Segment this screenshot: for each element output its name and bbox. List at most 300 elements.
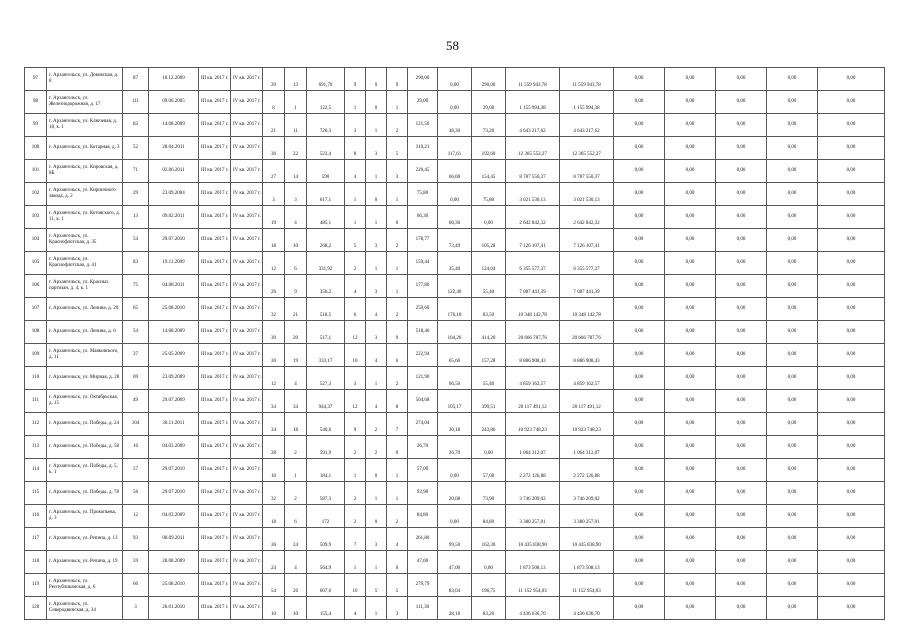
date-cell: 04.03.2009	[149, 505, 199, 528]
private-area-cell: 55,40	[472, 275, 506, 298]
area-cell: 122,5	[307, 91, 345, 114]
cost-total-cell: 4 859 162,57	[506, 367, 560, 390]
fund-local-cell: 0,00	[665, 551, 716, 574]
fund-local-cell: 0,00	[665, 91, 716, 114]
rooms-private-cell: 7	[387, 413, 408, 436]
private-area-cell: 192,60	[472, 137, 506, 160]
start-quarter-cell: III кв. 2017 г.	[199, 68, 231, 91]
address-cell: г. Архангельск, ул. Железнодорожная, д. 17	[47, 91, 123, 114]
cost-fund-cell: 8 886 908,43	[560, 344, 614, 367]
fund-other-cell: 0,00	[716, 459, 767, 482]
municipal-area-cell: 28,10	[438, 597, 472, 620]
date-cell: 25.08.2010	[149, 298, 199, 321]
end-quarter-cell: IV кв. 2017 г.	[231, 160, 263, 183]
cost-fund-cell: 1 873 508,13	[560, 551, 614, 574]
address-cell: г. Архангельск, ул. Республиканская, д. 6	[47, 574, 123, 597]
fund-local-cell: 0,00	[665, 275, 716, 298]
rooms-total-cell: 1	[345, 551, 366, 574]
fund-extra-cell: 0,00	[767, 551, 818, 574]
municipal-area-cell: 47,00	[438, 551, 472, 574]
residents-to-relocate-cell: 1	[285, 91, 307, 114]
fund-final-cell: 0,00	[818, 252, 885, 275]
fund-final-cell: 0,00	[818, 206, 885, 229]
end-quarter-cell: IV кв. 2017 г.	[231, 597, 263, 620]
end-quarter-cell: IV кв. 2017 г.	[231, 482, 263, 505]
start-quarter-cell: III кв. 2017 г.	[199, 206, 231, 229]
building-number-cell: 3	[123, 597, 149, 620]
cost-total-cell: 20 117 491,12	[506, 390, 560, 413]
date-cell: 08.09.2011	[149, 528, 199, 551]
rooms-total-cell: 4	[345, 160, 366, 183]
private-area-cell: 0,00	[472, 206, 506, 229]
private-area-cell: 154,45	[472, 160, 506, 183]
fund-final-cell: 0,00	[818, 413, 885, 436]
rooms-municipal-cell: 1	[366, 206, 387, 229]
cost-total-cell: 3 746 209,02	[506, 482, 560, 505]
municipal-area-cell: 66,50	[438, 367, 472, 390]
building-number-cell: 57	[123, 459, 149, 482]
municipal-area-cell: 0,00	[438, 183, 472, 206]
fund-extra-cell: 0,00	[767, 229, 818, 252]
residents-cell: 36	[263, 137, 285, 160]
rooms-municipal-cell: 0	[366, 183, 387, 206]
rooms-total-cell: 2	[345, 505, 366, 528]
building-number-cell: 54	[123, 229, 149, 252]
cost-fund-cell: 2 642 842,32	[560, 206, 614, 229]
cost-fund-cell: 4 436 636,70	[560, 597, 614, 620]
building-number-cell: 59	[123, 551, 149, 574]
table-row	[25, 321, 885, 344]
residents-to-relocate-cell: 3	[285, 183, 307, 206]
area-cell: 564,9	[307, 551, 345, 574]
relocation-area-cell: 111,30	[408, 597, 438, 620]
table-row	[25, 367, 885, 390]
rooms-total-cell: 1	[345, 183, 366, 206]
address-cell: г. Архангельск, ул. Кировская, д. 8Б	[47, 160, 123, 183]
private-area-cell: 84,80	[472, 505, 506, 528]
area-cell: 509,9	[307, 528, 345, 551]
residents-to-relocate-cell: 14	[285, 160, 307, 183]
rownum-cell: 115	[25, 482, 47, 505]
fund-local-cell: 0,00	[665, 68, 716, 91]
fund-other-cell: 0,00	[716, 68, 767, 91]
address-cell: г. Архангельск, ул. Ленина, д. 20	[47, 298, 123, 321]
rooms-private-cell: 2	[387, 505, 408, 528]
residents-to-relocate-cell: 6	[285, 505, 307, 528]
residents-to-relocate-cell: 13	[285, 68, 307, 91]
fund-regional-cell: 0,00	[614, 459, 665, 482]
fund-regional-cell: 0,00	[614, 528, 665, 551]
cost-total-cell: 12 365 552,27	[506, 137, 560, 160]
end-quarter-cell: IV кв. 2017 г.	[231, 229, 263, 252]
residents-cell: 36	[263, 528, 285, 551]
building-number-cell: 71	[123, 160, 149, 183]
residents-cell: 21	[263, 114, 285, 137]
address-cell: г. Архангельск, ул. Ключевая, д. 18, к. 1	[47, 114, 123, 137]
relocation-area-cell: 66,30	[408, 206, 438, 229]
building-number-cell: 104	[123, 413, 149, 436]
start-quarter-cell: III кв. 2017 г.	[199, 528, 231, 551]
fund-local-cell: 0,00	[665, 528, 716, 551]
fund-local-cell: 0,00	[665, 574, 716, 597]
residents-to-relocate-cell: 6	[285, 252, 307, 275]
fund-final-cell: 0,00	[818, 367, 885, 390]
table-row	[25, 551, 885, 574]
fund-regional-cell: 0,00	[614, 344, 665, 367]
fund-final-cell: 0,00	[818, 160, 885, 183]
cost-fund-cell: 10 348 142,78	[560, 298, 614, 321]
building-number-cell: 69	[123, 367, 149, 390]
area-cell: 607,6	[307, 574, 345, 597]
private-area-cell: 157,28	[472, 344, 506, 367]
area-cell: 268,2	[307, 229, 345, 252]
rooms-municipal-cell: 1	[366, 252, 387, 275]
rooms-total-cell: 1	[345, 91, 366, 114]
building-number-cell: 111	[123, 91, 149, 114]
table-row	[25, 344, 885, 367]
fund-final-cell: 0,00	[818, 551, 885, 574]
table-body	[25, 68, 885, 620]
address-cell: г. Архангельск, ул. Котовского, д. 11, к. 1	[47, 206, 123, 229]
rooms-private-cell: 1	[387, 183, 408, 206]
fund-local-cell: 0,00	[665, 252, 716, 275]
fund-final-cell: 0,00	[818, 459, 885, 482]
building-number-cell: 75	[123, 275, 149, 298]
start-quarter-cell: III кв. 2017 г.	[199, 252, 231, 275]
fund-final-cell: 0,00	[818, 390, 885, 413]
rooms-total-cell: 9	[345, 413, 366, 436]
table-row	[25, 206, 885, 229]
rooms-municipal-cell: 1	[366, 551, 387, 574]
rownum-cell: 104	[25, 229, 47, 252]
rooms-municipal-cell: 3	[366, 321, 387, 344]
relocation-area-cell: 75,80	[408, 183, 438, 206]
cost-total-cell: 10 923 748,23	[506, 413, 560, 436]
fund-regional-cell: 0,00	[614, 574, 665, 597]
fund-final-cell: 0,00	[818, 482, 885, 505]
end-quarter-cell: IV кв. 2017 г.	[231, 528, 263, 551]
area-cell: 485,1	[307, 206, 345, 229]
fund-extra-cell: 0,00	[767, 252, 818, 275]
rooms-municipal-cell: 0	[366, 459, 387, 482]
fund-final-cell: 0,00	[818, 229, 885, 252]
end-quarter-cell: IV кв. 2017 г.	[231, 68, 263, 91]
rooms-total-cell: 4	[345, 597, 366, 620]
rownum-cell: 120	[25, 597, 47, 620]
end-quarter-cell: IV кв. 2017 г.	[231, 436, 263, 459]
end-quarter-cell: IV кв. 2017 г.	[231, 206, 263, 229]
rooms-total-cell: 3	[345, 114, 366, 137]
fund-regional-cell: 0,00	[614, 275, 665, 298]
rooms-total-cell: 2	[345, 436, 366, 459]
area-cell: 590	[307, 160, 345, 183]
fund-extra-cell: 0,00	[767, 298, 818, 321]
private-area-cell: 73,90	[472, 482, 506, 505]
rooms-municipal-cell: 2	[366, 413, 387, 436]
relocation-area-cell: 220,45	[408, 160, 438, 183]
relocation-area-cell: 177,80	[408, 275, 438, 298]
fund-other-cell: 0,00	[716, 551, 767, 574]
residents-cell: 12	[263, 367, 285, 390]
cost-fund-cell: 1 155 994,38	[560, 91, 614, 114]
table-row	[25, 114, 885, 137]
residents-to-relocate-cell: 34	[285, 390, 307, 413]
fund-other-cell: 0,00	[716, 275, 767, 298]
address-cell: г. Архангельск, ул. Краснофлотская, д. 41	[47, 252, 123, 275]
rownum-cell: 102	[25, 183, 47, 206]
cost-total-cell: 2 272 126,88	[506, 459, 560, 482]
rooms-private-cell: 0	[387, 206, 408, 229]
rooms-municipal-cell: 4	[366, 344, 387, 367]
building-number-cell: 83	[123, 252, 149, 275]
date-cell: 09.02.2011	[149, 206, 199, 229]
fund-regional-cell: 0,00	[614, 229, 665, 252]
residents-cell: 32	[263, 482, 285, 505]
residents-to-relocate-cell: 26	[285, 574, 307, 597]
fund-final-cell: 0,00	[818, 344, 885, 367]
area-cell: 517,1	[307, 321, 345, 344]
date-cell: 04.03.2009	[149, 436, 199, 459]
cost-fund-cell: 1 064 312,07	[560, 436, 614, 459]
relocation-area-cell: 279,79	[408, 574, 438, 597]
cost-fund-cell: 6 355 577,37	[560, 252, 614, 275]
fund-other-cell: 0,00	[716, 597, 767, 620]
fund-extra-cell: 0,00	[767, 321, 818, 344]
fund-other-cell: 0,00	[716, 344, 767, 367]
private-area-cell: 83,20	[472, 597, 506, 620]
rownum-cell: 112	[25, 413, 47, 436]
municipal-area-cell: 66,00	[438, 160, 472, 183]
fund-local-cell: 0,00	[665, 206, 716, 229]
rooms-municipal-cell: 0	[366, 505, 387, 528]
cost-fund-cell: 7 126 107,41	[560, 229, 614, 252]
date-cell: 25.08.2010	[149, 574, 199, 597]
cost-total-cell: 1 155 994,38	[506, 91, 560, 114]
cost-total-cell: 4 436 636,70	[506, 597, 560, 620]
fund-final-cell: 0,00	[818, 321, 885, 344]
cost-fund-cell: 3 746 209,02	[560, 482, 614, 505]
rownum-cell: 119	[25, 574, 47, 597]
fund-regional-cell: 0,00	[614, 137, 665, 160]
table-row	[25, 482, 885, 505]
date-cell: 29.07.2009	[149, 390, 199, 413]
relocation-area-cell: 57,00	[408, 459, 438, 482]
residents-cell: 34	[263, 390, 285, 413]
cost-fund-cell: 10 923 748,23	[560, 413, 614, 436]
relocation-area-cell: 93,98	[408, 482, 438, 505]
date-cell: 02.06.2011	[149, 160, 199, 183]
rownum-cell: 105	[25, 252, 47, 275]
end-quarter-cell: IV кв. 2017 г.	[231, 252, 263, 275]
fund-extra-cell: 0,00	[767, 183, 818, 206]
end-quarter-cell: IV кв. 2017 г.	[231, 390, 263, 413]
fund-other-cell: 0,00	[716, 390, 767, 413]
end-quarter-cell: IV кв. 2017 г.	[231, 459, 263, 482]
fund-extra-cell: 0,00	[767, 275, 818, 298]
rooms-private-cell: 5	[387, 574, 408, 597]
rooms-private-cell: 4	[387, 528, 408, 551]
cost-total-cell: 7 126 107,41	[506, 229, 560, 252]
residents-cell: 28	[263, 436, 285, 459]
fund-other-cell: 0,00	[716, 160, 767, 183]
municipal-area-cell: 48,30	[438, 114, 472, 137]
address-cell: г. Архангельск, ул. Доковская, д. 8	[47, 68, 123, 91]
private-area-cell: 29,00	[472, 91, 506, 114]
residents-cell: 10	[263, 459, 285, 482]
address-cell: г. Архангельск, ул. Победы, д. 78	[47, 482, 123, 505]
fund-local-cell: 0,00	[665, 344, 716, 367]
table-row	[25, 505, 885, 528]
area-cell: 617,1	[307, 183, 345, 206]
end-quarter-cell: IV кв. 2017 г.	[231, 321, 263, 344]
table-row	[25, 91, 885, 114]
rooms-municipal-cell: 1	[366, 367, 387, 390]
start-quarter-cell: III кв. 2017 г.	[199, 321, 231, 344]
rooms-municipal-cell: 0	[366, 91, 387, 114]
cost-fund-cell: 8 787 550,37	[560, 160, 614, 183]
start-quarter-cell: III кв. 2017 г.	[199, 114, 231, 137]
building-number-cell: 16	[123, 436, 149, 459]
rooms-private-cell: 1	[387, 275, 408, 298]
rownum-cell: 108	[25, 321, 47, 344]
start-quarter-cell: III кв. 2017 г.	[199, 574, 231, 597]
rooms-total-cell: 6	[345, 298, 366, 321]
fund-other-cell: 0,00	[716, 137, 767, 160]
municipal-area-cell: 0,00	[438, 68, 472, 91]
area-cell: 587,3	[307, 482, 345, 505]
fund-regional-cell: 0,00	[614, 505, 665, 528]
relocation-area-cell: 26,70	[408, 436, 438, 459]
fund-extra-cell: 0,00	[767, 505, 818, 528]
rownum-cell: 109	[25, 344, 47, 367]
residents-to-relocate-cell: 2	[285, 436, 307, 459]
residents-cell: 8	[263, 91, 285, 114]
fund-local-cell: 0,00	[665, 413, 716, 436]
fund-local-cell: 0,00	[665, 459, 716, 482]
private-area-cell: 124,04	[472, 252, 506, 275]
cost-fund-cell: 11 559 943,78	[560, 68, 614, 91]
rooms-municipal-cell: 5	[366, 574, 387, 597]
relocation-area-cell: 504,68	[408, 390, 438, 413]
rooms-total-cell: 7	[345, 528, 366, 551]
date-cell: 23.09.2004	[149, 183, 199, 206]
address-cell: г. Архангельск, ул. Красных партизан, д. 4, к. 1	[47, 275, 123, 298]
address-cell: г. Архангельск, ул. Октябрьская, д. 15	[47, 390, 123, 413]
residents-to-relocate-cell: 2	[285, 482, 307, 505]
start-quarter-cell: III кв. 2017 г.	[199, 505, 231, 528]
fund-other-cell: 0,00	[716, 206, 767, 229]
address-cell: г. Архангельск, ул. Победы, д. 24	[47, 413, 123, 436]
rownum-cell: 116	[25, 505, 47, 528]
fund-regional-cell: 0,00	[614, 597, 665, 620]
private-area-cell: 414,20	[472, 321, 506, 344]
date-cell: 29.07.2010	[149, 482, 199, 505]
address-cell: г. Архангельск, ул. Краснофлотская, д. 35	[47, 229, 123, 252]
relocation-area-cell: 178,77	[408, 229, 438, 252]
relocation-area-cell: 259,60	[408, 298, 438, 321]
municipal-area-cell: 176,10	[438, 298, 472, 321]
fund-regional-cell: 0,00	[614, 183, 665, 206]
building-number-cell: 65	[123, 298, 149, 321]
rownum-cell: 118	[25, 551, 47, 574]
end-quarter-cell: IV кв. 2017 г.	[231, 505, 263, 528]
date-cell: 29.07.2010	[149, 229, 199, 252]
cost-fund-cell: 20 666 787,76	[560, 321, 614, 344]
residents-to-relocate-cell: 10	[285, 597, 307, 620]
area-cell: 523,4	[307, 137, 345, 160]
relocation-area-cell: 121,90	[408, 367, 438, 390]
rooms-municipal-cell: 3	[366, 229, 387, 252]
building-number-cell: 29	[123, 183, 149, 206]
residents-to-relocate-cell: 10	[285, 229, 307, 252]
fund-extra-cell: 0,00	[767, 528, 818, 551]
address-cell: г. Архангельск, ул. Репина, д. 13	[47, 528, 123, 551]
rownum-cell: 106	[25, 275, 47, 298]
date-cell: 10.12.2009	[149, 68, 199, 91]
rooms-private-cell: 9	[387, 68, 408, 91]
date-cell: 28.08.2009	[149, 551, 199, 574]
relocation-area-cell: 518,46	[408, 321, 438, 344]
rooms-private-cell: 3	[387, 160, 408, 183]
cost-fund-cell: 20 117 491,12	[560, 390, 614, 413]
date-cell: 29.07.2010	[149, 459, 199, 482]
rooms-municipal-cell: 2	[366, 436, 387, 459]
start-quarter-cell: III кв. 2017 г.	[199, 275, 231, 298]
area-cell: 591,9	[307, 436, 345, 459]
area-cell: 518,5	[307, 298, 345, 321]
rooms-total-cell: 1	[345, 206, 366, 229]
rownum-cell: 97	[25, 68, 47, 91]
residents-cell: 27	[263, 160, 285, 183]
residents-cell: 12	[263, 252, 285, 275]
end-quarter-cell: IV кв. 2017 г.	[231, 574, 263, 597]
area-cell: 333,17	[307, 344, 345, 367]
fund-extra-cell: 0,00	[767, 367, 818, 390]
address-cell: г. Архангельск, ул. Мирная, д. 28	[47, 367, 123, 390]
rownum-cell: 110	[25, 367, 47, 390]
fund-regional-cell: 0,00	[614, 367, 665, 390]
date-cell: 09.06.2005	[149, 91, 199, 114]
cost-total-cell: 1 064 312,07	[506, 436, 560, 459]
fund-other-cell: 0,00	[716, 321, 767, 344]
fund-final-cell: 0,00	[818, 68, 885, 91]
end-quarter-cell: IV кв. 2017 г.	[231, 344, 263, 367]
cost-total-cell: 1 873 508,13	[506, 551, 560, 574]
rooms-total-cell: 12	[345, 321, 366, 344]
fund-final-cell: 0,00	[818, 298, 885, 321]
table-row	[25, 574, 885, 597]
residents-cell: 18	[263, 505, 285, 528]
fund-other-cell: 0,00	[716, 114, 767, 137]
table-row	[25, 528, 885, 551]
municipal-area-cell: 66,30	[438, 206, 472, 229]
cost-total-cell: 3 021 530,13	[506, 183, 560, 206]
residents-cell: 34	[263, 413, 285, 436]
private-area-cell: 162,30	[472, 528, 506, 551]
rooms-municipal-cell: 1	[366, 114, 387, 137]
end-quarter-cell: IV кв. 2017 г.	[231, 275, 263, 298]
fund-local-cell: 0,00	[665, 298, 716, 321]
rooms-private-cell: 2	[387, 367, 408, 390]
fund-final-cell: 0,00	[818, 114, 885, 137]
relocation-area-cell: 121,50	[408, 114, 438, 137]
building-number-cell: 93	[123, 528, 149, 551]
rooms-total-cell: 2	[345, 252, 366, 275]
municipal-area-cell: 105,17	[438, 390, 472, 413]
rownum-cell: 103	[25, 206, 47, 229]
cost-fund-cell: 2 272 126,88	[560, 459, 614, 482]
fund-other-cell: 0,00	[716, 183, 767, 206]
